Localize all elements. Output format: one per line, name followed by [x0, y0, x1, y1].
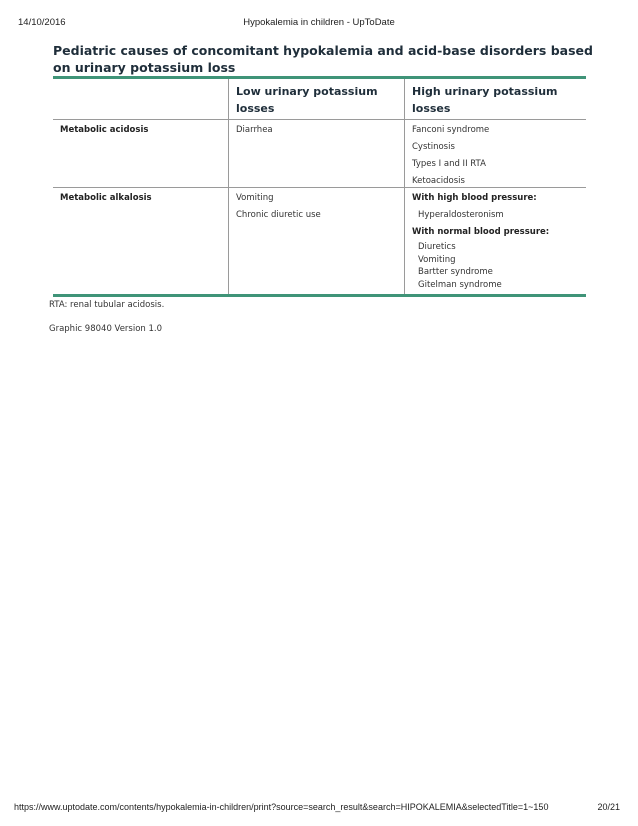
- group-heading: With normal blood pressure:: [412, 227, 550, 237]
- print-date: 14/10/2016: [18, 17, 66, 28]
- print-page-title: Hypokalemia in children - UpToDate: [243, 17, 395, 28]
- table-title: Pediatric causes of concomitant hypokalemia and acid-base disorders based on urinary potassium loss: [53, 43, 593, 75]
- causes-table: [53, 76, 586, 297]
- print-footer: [14, 802, 620, 814]
- list-item: Types I and II RTA: [412, 159, 486, 169]
- list-item: Bartter syndrome: [418, 267, 493, 277]
- footnote: RTA: renal tubular acidosis.: [49, 300, 165, 310]
- header-cell-empty: [53, 79, 229, 119]
- group-heading: With high blood pressure:: [412, 193, 537, 203]
- list-item: Cystinosis: [412, 142, 455, 152]
- table-row: [53, 120, 586, 188]
- list-item: Ketoacidosis: [412, 176, 465, 186]
- print-header: [18, 17, 620, 29]
- list-item: Fanconi syndrome: [412, 125, 490, 135]
- list-item: Diuretics: [418, 242, 456, 252]
- table-header-row: [53, 79, 586, 120]
- low-loss-cell: [229, 188, 405, 294]
- list-item: Chronic diuretic use: [236, 210, 321, 220]
- list-item: Vomiting: [418, 254, 456, 265]
- page-number: 20/21: [597, 802, 620, 812]
- page-url: https://www.uptodate.com/contents/hypokalemia-in-children/print?source=search_result&search=HIPOKALEMIA&selectedTitle=1~150: [14, 802, 549, 812]
- table-row: [53, 188, 586, 294]
- row-label: Metabolic alkalosis: [60, 193, 152, 203]
- high-loss-cell: [405, 188, 586, 294]
- row-label-cell: [53, 120, 229, 187]
- row-label: Metabolic acidosis: [60, 125, 149, 135]
- low-loss-cell: [229, 120, 405, 187]
- high-loss-cell: [405, 120, 586, 187]
- row-label-cell: [53, 188, 229, 294]
- list-item: Diarrhea: [236, 125, 273, 135]
- list-item: Hyperaldosteronism: [418, 210, 504, 220]
- list-item: Vomiting: [236, 193, 274, 203]
- header-cell-low: Low urinary potassium losses: [229, 79, 405, 119]
- list-item: Gitelman syndrome: [418, 279, 502, 290]
- graphic-id: Graphic 98040 Version 1.0: [49, 324, 163, 334]
- header-cell-high: High urinary potassium losses: [412, 85, 558, 115]
